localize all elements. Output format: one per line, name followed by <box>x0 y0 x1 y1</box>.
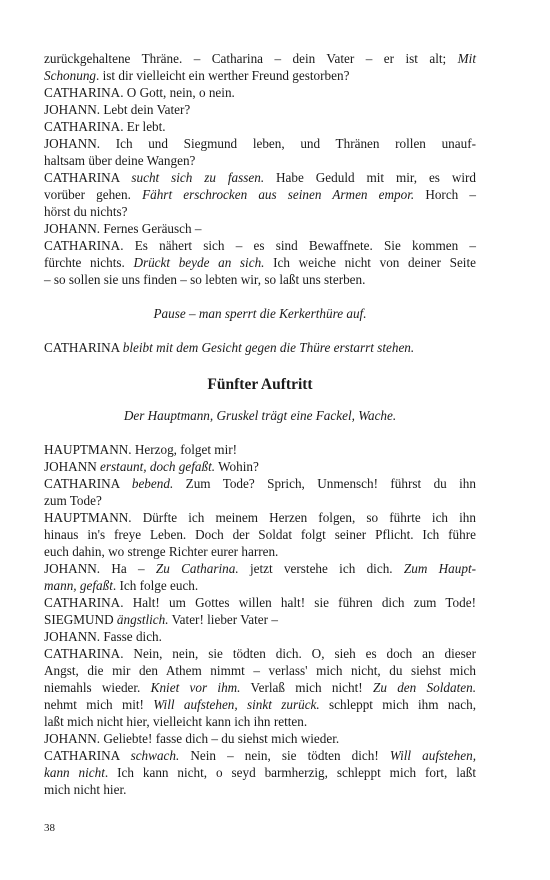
text-line: HAUPTMANN. Herzog, folget mir! <box>44 442 238 457</box>
text-line: CATHARINA bleibt mit dem Gesicht gegen die Thüre erstarrt stehen. <box>44 340 415 355</box>
text-line: mich nicht hier. <box>44 782 127 797</box>
text-line: CATHARINA. O Gott, nein, o nein. <box>44 85 235 100</box>
text-line: JOHANN. Lebt dein Vater? <box>44 102 191 117</box>
text-line: hörst du nichts? <box>44 204 128 219</box>
text-line: niemahls wieder. Kniet vor ihm. Verlaß mich nicht! Zu den Soldaten. <box>44 680 476 695</box>
text-line: CATHARINA. Er lebt. <box>44 119 166 134</box>
text-line: kann nicht. Ich kann nicht, o seyd barmherzig, schleppt mich fort, laßt <box>44 765 476 780</box>
scene-heading: Fünfter Auftritt <box>207 376 313 393</box>
text-line: zurückgehaltene Thräne. – Catharina – dein Vater – er ist alt; Mit <box>44 51 476 66</box>
text-line: CATHARINA bebend. Zum Tode? Sprich, Unmensch! führst du ihn <box>44 476 476 491</box>
text-line: vorüber gehen. Fährt erschrocken aus seinen Armen empor. Horch – <box>44 187 477 202</box>
text-line: CATHARINA sucht sich zu fassen. Habe Geduld mit mir, es wird <box>44 170 476 185</box>
text-line: CATHARINA. Es nähert sich – es sind Bewaffnete. Sie kommen – <box>44 238 476 253</box>
text-line: JOHANN. Ha – Zu Catharina. jetzt verstehe ich dich. Zum Haupt- <box>44 561 476 576</box>
text-line: hinaus in's freye Leben. Doch der Soldat folgt seiner Pflicht. Ich führe <box>44 527 476 542</box>
text-line: JOHANN. Fernes Geräusch – <box>44 221 202 236</box>
text-line: laßt mich nicht hier, vielleicht kann ich ihn retten. <box>44 714 308 729</box>
text-line: JOHANN erstaunt, doch gefaßt. Wohin? <box>44 459 259 474</box>
text-line: Schonung. ist dir vielleicht ein werther Freund gestorben? <box>44 68 350 83</box>
text-line: Angst, die mir den Athem nimmt – verlass' mich nicht, du siehst mich <box>44 663 476 678</box>
text-line: mann, gefaßt. Ich folge euch. <box>44 578 199 593</box>
text-line: CATHARINA. Halt! um Gottes willen halt! sie führen dich zum Tode! <box>44 595 476 610</box>
text-line: CATHARINA. Nein, nein, sie tödten dich. O, sieh es doch an dieser <box>44 646 476 661</box>
text-line: – so sollen sie uns finden – so lebten wir, so laßt uns sterben. <box>44 272 366 287</box>
stage-direction: Pause – man sperrt die Kerkerthüre auf. <box>153 306 367 321</box>
text-line: JOHANN. Ich und Siegmund leben, und Thränen rollen unauf- <box>44 136 476 151</box>
page-number: 38 <box>44 822 55 834</box>
page-body <box>44 50 476 798</box>
text-line: haltsam über deine Wangen? <box>44 153 196 168</box>
text-line: SIEGMUND ängstlich. Vater! lieber Vater – <box>44 612 278 627</box>
text-line: zum Tode? <box>44 493 102 508</box>
text-line: fürchte nichts. Drückt beyde an sich. Ich weiche nicht von deiner Seite <box>44 255 476 270</box>
text-line: HAUPTMANN. Dürfte ich meinem Herzen folgen, so führte ich ihn <box>44 510 476 525</box>
text-line: euch dahin, wo strenge Richter eurer harren. <box>44 544 279 559</box>
text-line: JOHANN. Geliebte! fasse dich – du siehst mich wieder. <box>44 731 340 746</box>
stage-direction: Der Hauptmann, Gruskel trägt eine Fackel, Wache. <box>123 408 397 423</box>
text-line: CATHARINA schwach. Nein – nein, sie tödten dich! Will aufstehen, <box>44 748 477 763</box>
text-line: nehmt mich mit! Will aufstehen, sinkt zurück. schleppt mich ihm nach, <box>44 697 477 712</box>
text-line: JOHANN. Fasse dich. <box>44 629 162 644</box>
